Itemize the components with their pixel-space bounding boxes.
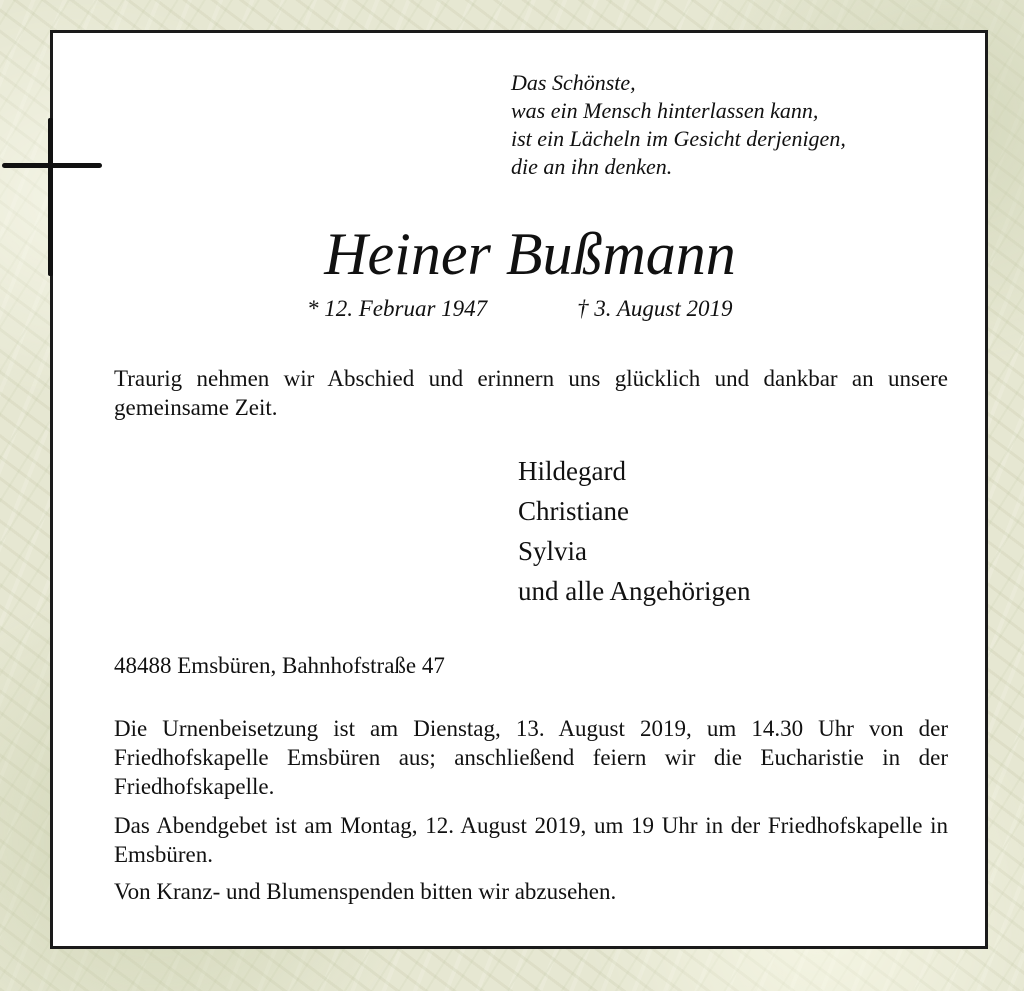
memorial-poem xyxy=(511,69,971,181)
family-address: 48488 Emsbüren, Bahnhofstraße 47 xyxy=(114,653,445,678)
death-date: † 3. August 2019 xyxy=(577,296,733,321)
birth-date: * 12. Februar 1947 xyxy=(307,296,488,321)
mourner-name: und alle Angehörigen xyxy=(518,576,751,606)
mourners-list xyxy=(518,451,750,611)
mourner-name: Hildegard xyxy=(518,456,626,486)
burial-notice: Die Urnenbeisetzung ist am Dienstag, 13. August 2019, um 14.30 Uhr von der Friedhofskapelle Emsbüren aus; anschließend feiern wir die Eucharistie in der Friedhofskapelle. xyxy=(114,716,948,799)
poem-line: was ein Mensch hinterlassen kann, xyxy=(511,98,819,123)
evening-prayer-notice: Das Abendgebet ist am Montag, 12. August 2019, um 19 Uhr in der Friedhofskapelle in Emsbüren. xyxy=(114,813,948,867)
deceased-name: Heiner Bußmann xyxy=(324,221,736,287)
poem-line: ist ein Lächeln im Gesicht derjenigen, xyxy=(511,126,846,151)
farewell-text: Traurig nehmen wir Abschied und erinnern uns glücklich und dankbar an unsere gemeinsame Zeit. xyxy=(114,366,948,420)
poem-line: Das Schönste, xyxy=(511,70,636,95)
poem-line: die an ihn denken. xyxy=(511,154,673,179)
mourner-name: Sylvia xyxy=(518,536,588,566)
flowers-notice: Von Kranz- und Blumenspenden bitten wir abzusehen. xyxy=(114,879,617,904)
mourner-name: Christiane xyxy=(518,496,629,526)
